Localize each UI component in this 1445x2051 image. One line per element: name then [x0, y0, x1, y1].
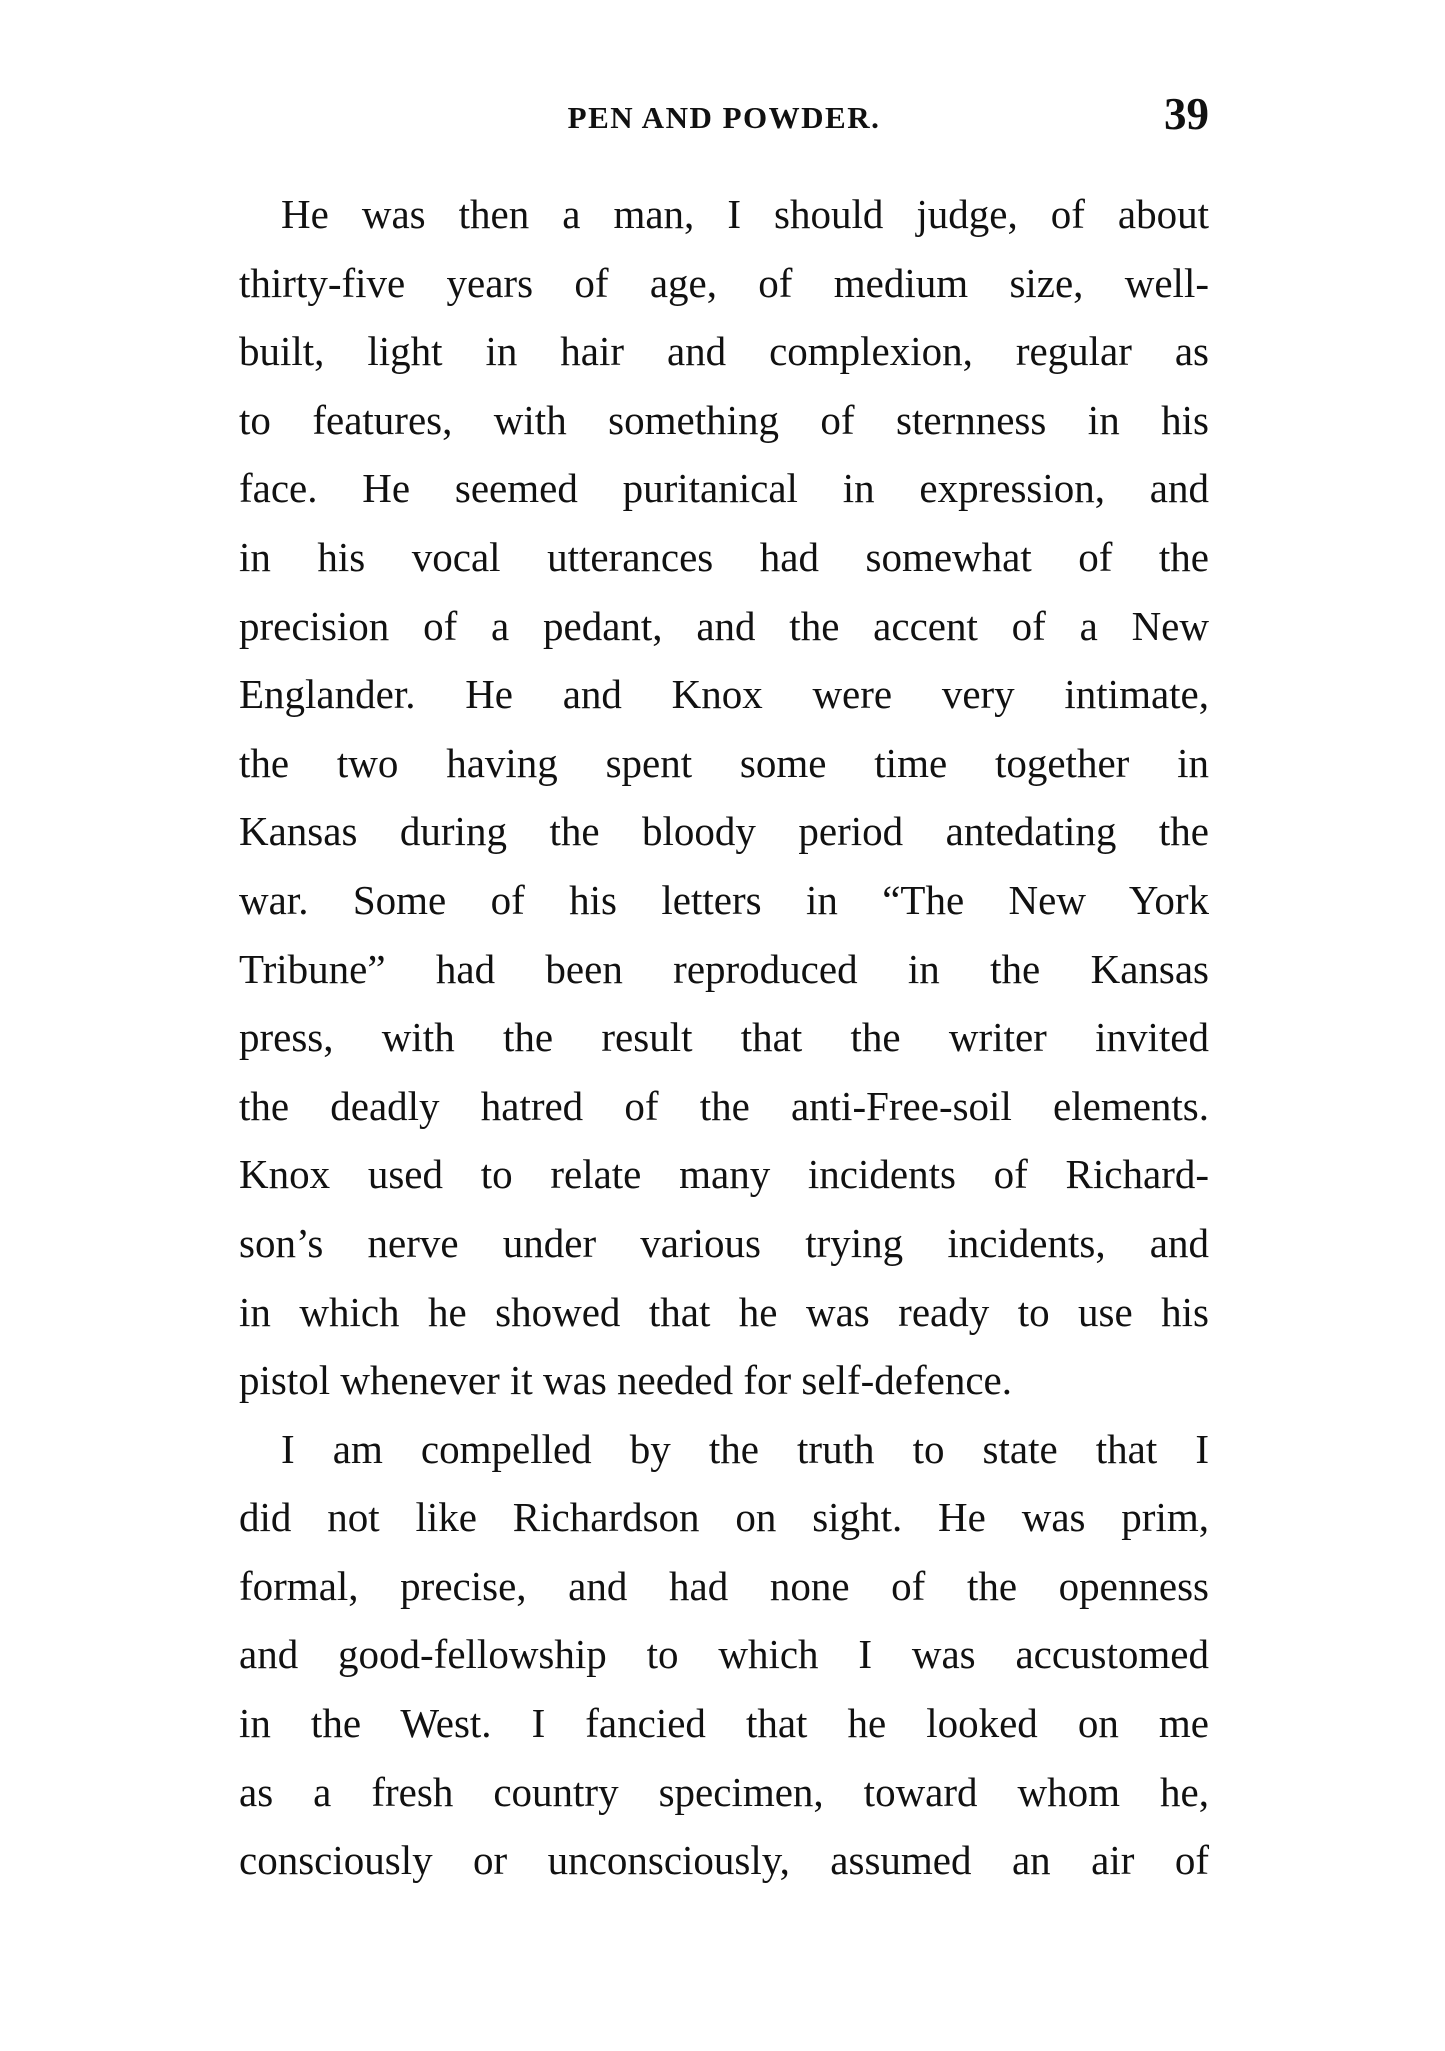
- page-number: 39: [1164, 89, 1209, 139]
- text-line: in which he showed that he was ready to use his: [239, 1288, 1209, 1335]
- text-line: Knox used to relate many incidents of Richard-: [239, 1151, 1209, 1198]
- text-line: thirty-five years of age, of medium size, well-: [239, 259, 1209, 306]
- text-line: Kansas during the bloody period antedating the: [239, 808, 1209, 855]
- text-line: formal, precise, and had none of the openness: [239, 1562, 1209, 1609]
- text-line: son’s nerve under various trying incidents, and: [239, 1219, 1209, 1266]
- text-line: in the West. I fancied that he looked on me: [239, 1700, 1209, 1747]
- running-title: PEN AND POWDER.: [567, 100, 881, 135]
- text-line: war. Some of his letters in “The New York: [239, 876, 1209, 923]
- text-line: and good-fellowship to which I was accustomed: [239, 1631, 1209, 1678]
- text-line: I am compelled by the truth to state that I: [281, 1425, 1209, 1472]
- text-line: consciously or unconsciously, assumed an air of: [239, 1837, 1209, 1884]
- text-line: to features, with something of sternness in his: [239, 396, 1209, 443]
- body-text: [239, 180, 1209, 1895]
- text-line: He was then a man, I should judge, of about: [281, 191, 1209, 237]
- text-line: Tribune” had been reproduced in the Kansas: [239, 945, 1209, 992]
- text-line: did not like Richardson on sight. He was prim,: [239, 1494, 1209, 1541]
- text-line: face. He seemed puritanical in expression, and: [239, 465, 1209, 512]
- running-head: [239, 88, 1209, 148]
- text-line: press, with the result that the writer invited: [239, 1014, 1209, 1061]
- text-line: the deadly hatred of the anti-Free-soil elements.: [239, 1082, 1209, 1129]
- text-line: as a fresh country specimen, toward whom he,: [239, 1768, 1209, 1815]
- text-line: in his vocal utterances had somewhat of the: [239, 533, 1209, 580]
- text-line: pistol whenever it was needed for self-defence.: [239, 1357, 1012, 1404]
- text-line: built, light in hair and complexion, regular as: [239, 328, 1209, 375]
- text-line: Englander. He and Knox were very intimate,: [239, 671, 1209, 718]
- text-line: precision of a pedant, and the accent of a New: [239, 602, 1209, 649]
- text-line: the two having spent some time together in: [239, 739, 1209, 786]
